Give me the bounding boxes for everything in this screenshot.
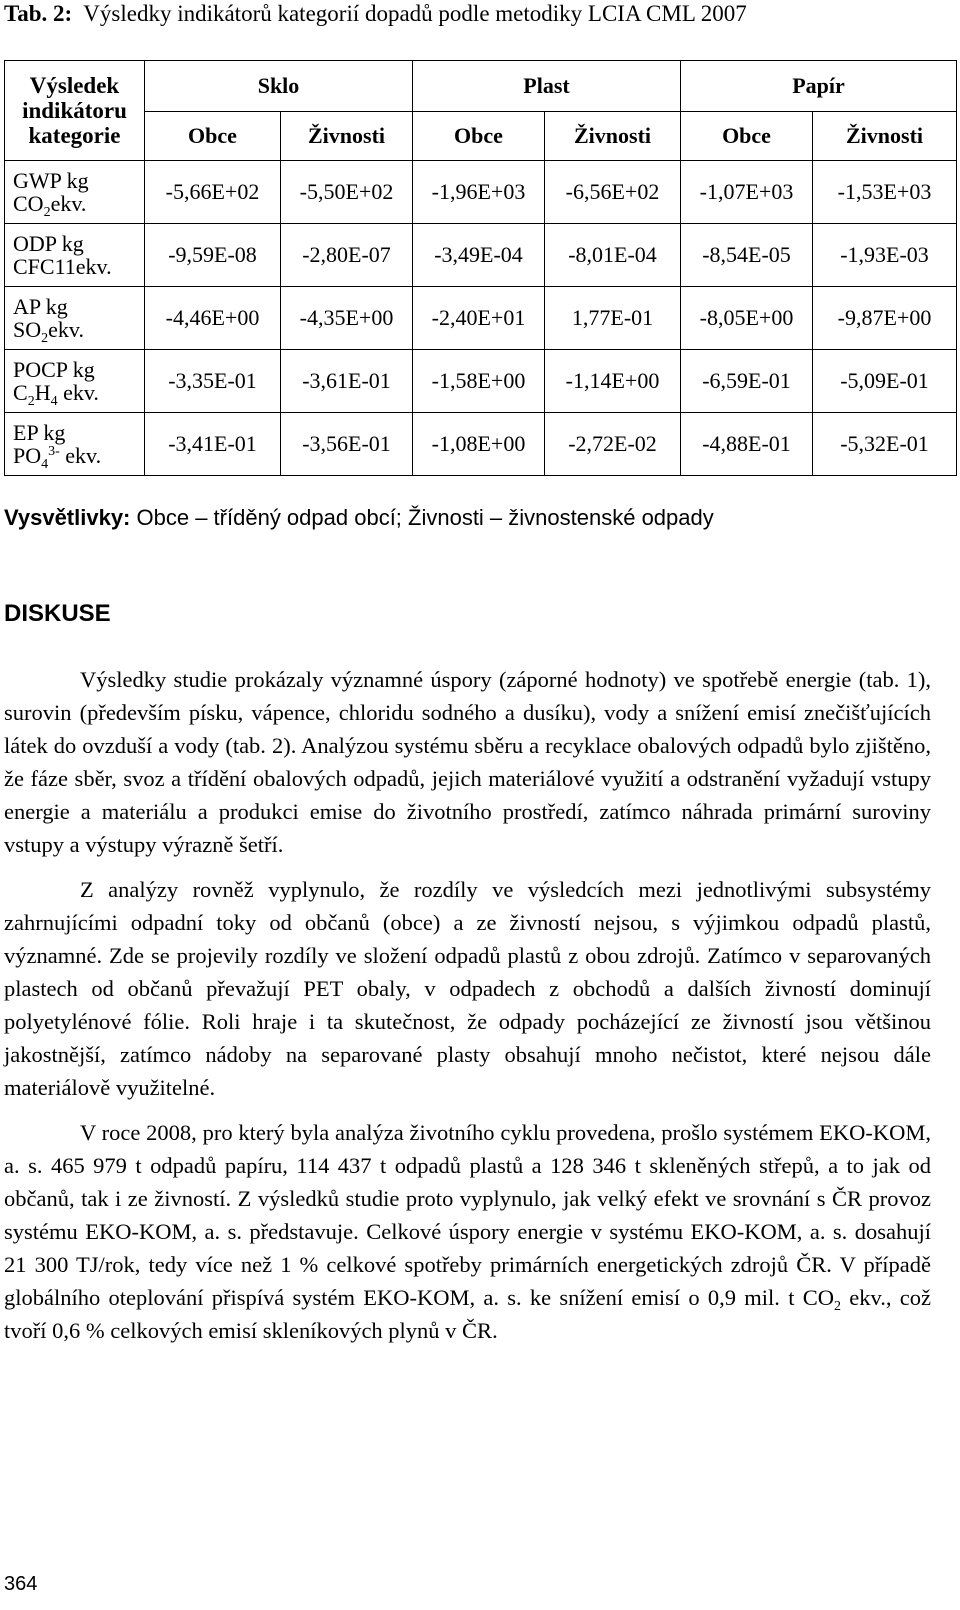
value-cell: 1,77E-01 — [545, 287, 681, 350]
indicator-cell — [5, 161, 145, 224]
indicator-line2: $PO_4^{3-}$ ekv. — [13, 443, 102, 472]
indicator-line2: $SO_2ekv$. — [13, 317, 84, 346]
value-cell: -5,09E-01 — [813, 350, 957, 413]
value-cell: -9,59E-08 — [145, 224, 281, 287]
value-cell: -5,66E+02 — [145, 161, 281, 224]
indicator-cell — [5, 413, 145, 476]
indicator-cell — [5, 350, 145, 413]
body-text — [4, 663, 931, 1359]
legend-text: Obce – tříděný odpad obcí; Živnosti – živnostenské odpady — [136, 505, 714, 530]
table-caption — [4, 0, 747, 28]
legend-label: Vysvětlivky: — [4, 505, 131, 530]
corner-header-line: kategorie — [28, 123, 121, 148]
indicator-line1: POCP kg — [13, 357, 95, 382]
caption-label: Tab. 2: — [4, 1, 73, 26]
value-cell: -1,14E+00 — [545, 350, 681, 413]
value-cell: -5,32E-01 — [813, 413, 957, 476]
value-cell: -5,50E+02 — [281, 161, 413, 224]
paragraph: V roce 2008, pro který byla analýza životního cyklu provedena, prošlo systémem EKO-KOM, a. s. 465 979 t odpadů papíru, 114 437 t odpadů plastů a 128 346 t skleněných střepů, a to jak od občanů, tak i ze živností. Z výsledků studie proto vyplynulo, jak velký efekt ve srovnání s ČR provoz systému EKO-KOM, a. s. představuje. Celkové úspory energie v systému EKO-KOM, a. s. dosahují 21 300 TJ/rok, tedy více než 1 % celkové spotřeby primárních energetických zdrojů ČR. V případě globálního oteplování přispívá systém EKO-KOM, a. s. ke snížení emisí o 0,9 mil. t $CO_2$ ekv., což tvoří 0,6 % celkových emisí skleníkových plynů v ČR. — [4, 1120, 931, 1343]
value-cell: -8,01E-04 — [545, 224, 681, 287]
table-row — [5, 413, 957, 476]
paragraph: Z analýzy rovněž vyplynulo, že rozdíly ve výsledcích mezi jednotlivými subsystémy zahrnujícími odpadní toky od občanů (obce) a ze živností nejsou, s výjimkou odpadů plastů, významné. Zde se projevily rozdíly ve složení odpadů plastů z obou zdrojů. Zatímco v separovaných plastech od občanů převažují PET obaly, v odpadech z obchodů a dalších živností dominují polyetylénové fólie. Roli hraje i ta skutečnost, že odpady pocházející ze živností jsou většinou jakostnější, zatímco nádoby na separované plasty obsahují mnoho nečistot, které nejsou dále materiálově využitelné. — [4, 877, 931, 1100]
value-cell: -1,96E+03 — [413, 161, 545, 224]
indicator-line2: $C_2H_4$ ekv. — [13, 380, 99, 409]
caption-text: Výsledky indikátorů kategorií dopadů podle metodiky LCIA CML 2007 — [83, 1, 747, 26]
value-cell: -9,87E+00 — [813, 287, 957, 350]
subheader-cell: Živnosti — [545, 112, 681, 161]
table-header-row-sub — [5, 112, 957, 161]
value-cell: -6,56E+02 — [545, 161, 681, 224]
indicator-cell — [5, 224, 145, 287]
value-cell: -3,49E-04 — [413, 224, 545, 287]
value-cell: -2,72E-02 — [545, 413, 681, 476]
indicator-line2: CFC11ekv. — [13, 254, 112, 279]
table-header-row-groups — [5, 61, 957, 112]
value-cell: -1,93E-03 — [813, 224, 957, 287]
indicator-cell — [5, 287, 145, 350]
subheader-cell: Obce — [681, 112, 813, 161]
indicator-line1: AP kg — [13, 294, 68, 319]
value-cell: -3,61E-01 — [281, 350, 413, 413]
value-cell: -3,41E-01 — [145, 413, 281, 476]
value-cell: -4,46E+00 — [145, 287, 281, 350]
subheader-cell: Živnosti — [813, 112, 957, 161]
indicator-line1: ODP kg — [13, 231, 84, 256]
value-cell: -1,08E+00 — [413, 413, 545, 476]
table-legend — [4, 505, 714, 531]
indicator-line1: GWP kg — [13, 168, 89, 193]
value-cell: -8,54E-05 — [681, 224, 813, 287]
indicator-line1: EP kg — [13, 420, 66, 445]
group-header-sklo: Sklo — [145, 61, 413, 112]
corner-header-cell — [5, 61, 145, 161]
value-cell: -4,88E-01 — [681, 413, 813, 476]
value-cell: -1,07E+03 — [681, 161, 813, 224]
table-row — [5, 350, 957, 413]
value-cell: -4,35E+00 — [281, 287, 413, 350]
value-cell: -8,05E+00 — [681, 287, 813, 350]
table-row — [5, 161, 957, 224]
page-number: 364 — [4, 1573, 38, 1595]
corner-header-line: indikátoru — [22, 98, 127, 123]
value-cell: -2,80E-07 — [281, 224, 413, 287]
subheader-cell: Obce — [145, 112, 281, 161]
corner-header-line: Výsledek — [29, 73, 120, 98]
value-cell: -1,58E+00 — [413, 350, 545, 413]
indicator-line2: $CO_2ekv$. — [13, 191, 87, 220]
paragraph: Výsledky studie prokázaly významné úspory (záporné hodnoty) ve spotřebě energie (tab. 1), surovin (především písku, vápence, chloridu sodného a dusíku), vody a snížení emisí znečišťujících látek do ovzduší a vody (tab. 2). Analýzou systému sběru a recyklace obalových odpadů bylo zjištěno, že fáze sběr, svoz a třídění obalových odpadů, jejich materiálové využití a odstranění vyžadují vstupy energie a materiálu a produkci emise do životního prostředí, zatímco náhrada primární suroviny vstupy a výstupy výrazně šetří. — [4, 667, 931, 857]
value-cell: -6,59E-01 — [681, 350, 813, 413]
value-cell: -3,56E-01 — [281, 413, 413, 476]
value-cell: -1,53E+03 — [813, 161, 957, 224]
results-table — [4, 60, 957, 476]
section-heading: DISKUSE — [4, 600, 111, 627]
value-cell: -2,40E+01 — [413, 287, 545, 350]
table-row — [5, 287, 957, 350]
group-header-papir: Papír — [681, 61, 957, 112]
group-header-plast: Plast — [413, 61, 681, 112]
value-cell: -3,35E-01 — [145, 350, 281, 413]
subheader-cell: Obce — [413, 112, 545, 161]
subheader-cell: Živnosti — [281, 112, 413, 161]
table-row — [5, 224, 957, 287]
